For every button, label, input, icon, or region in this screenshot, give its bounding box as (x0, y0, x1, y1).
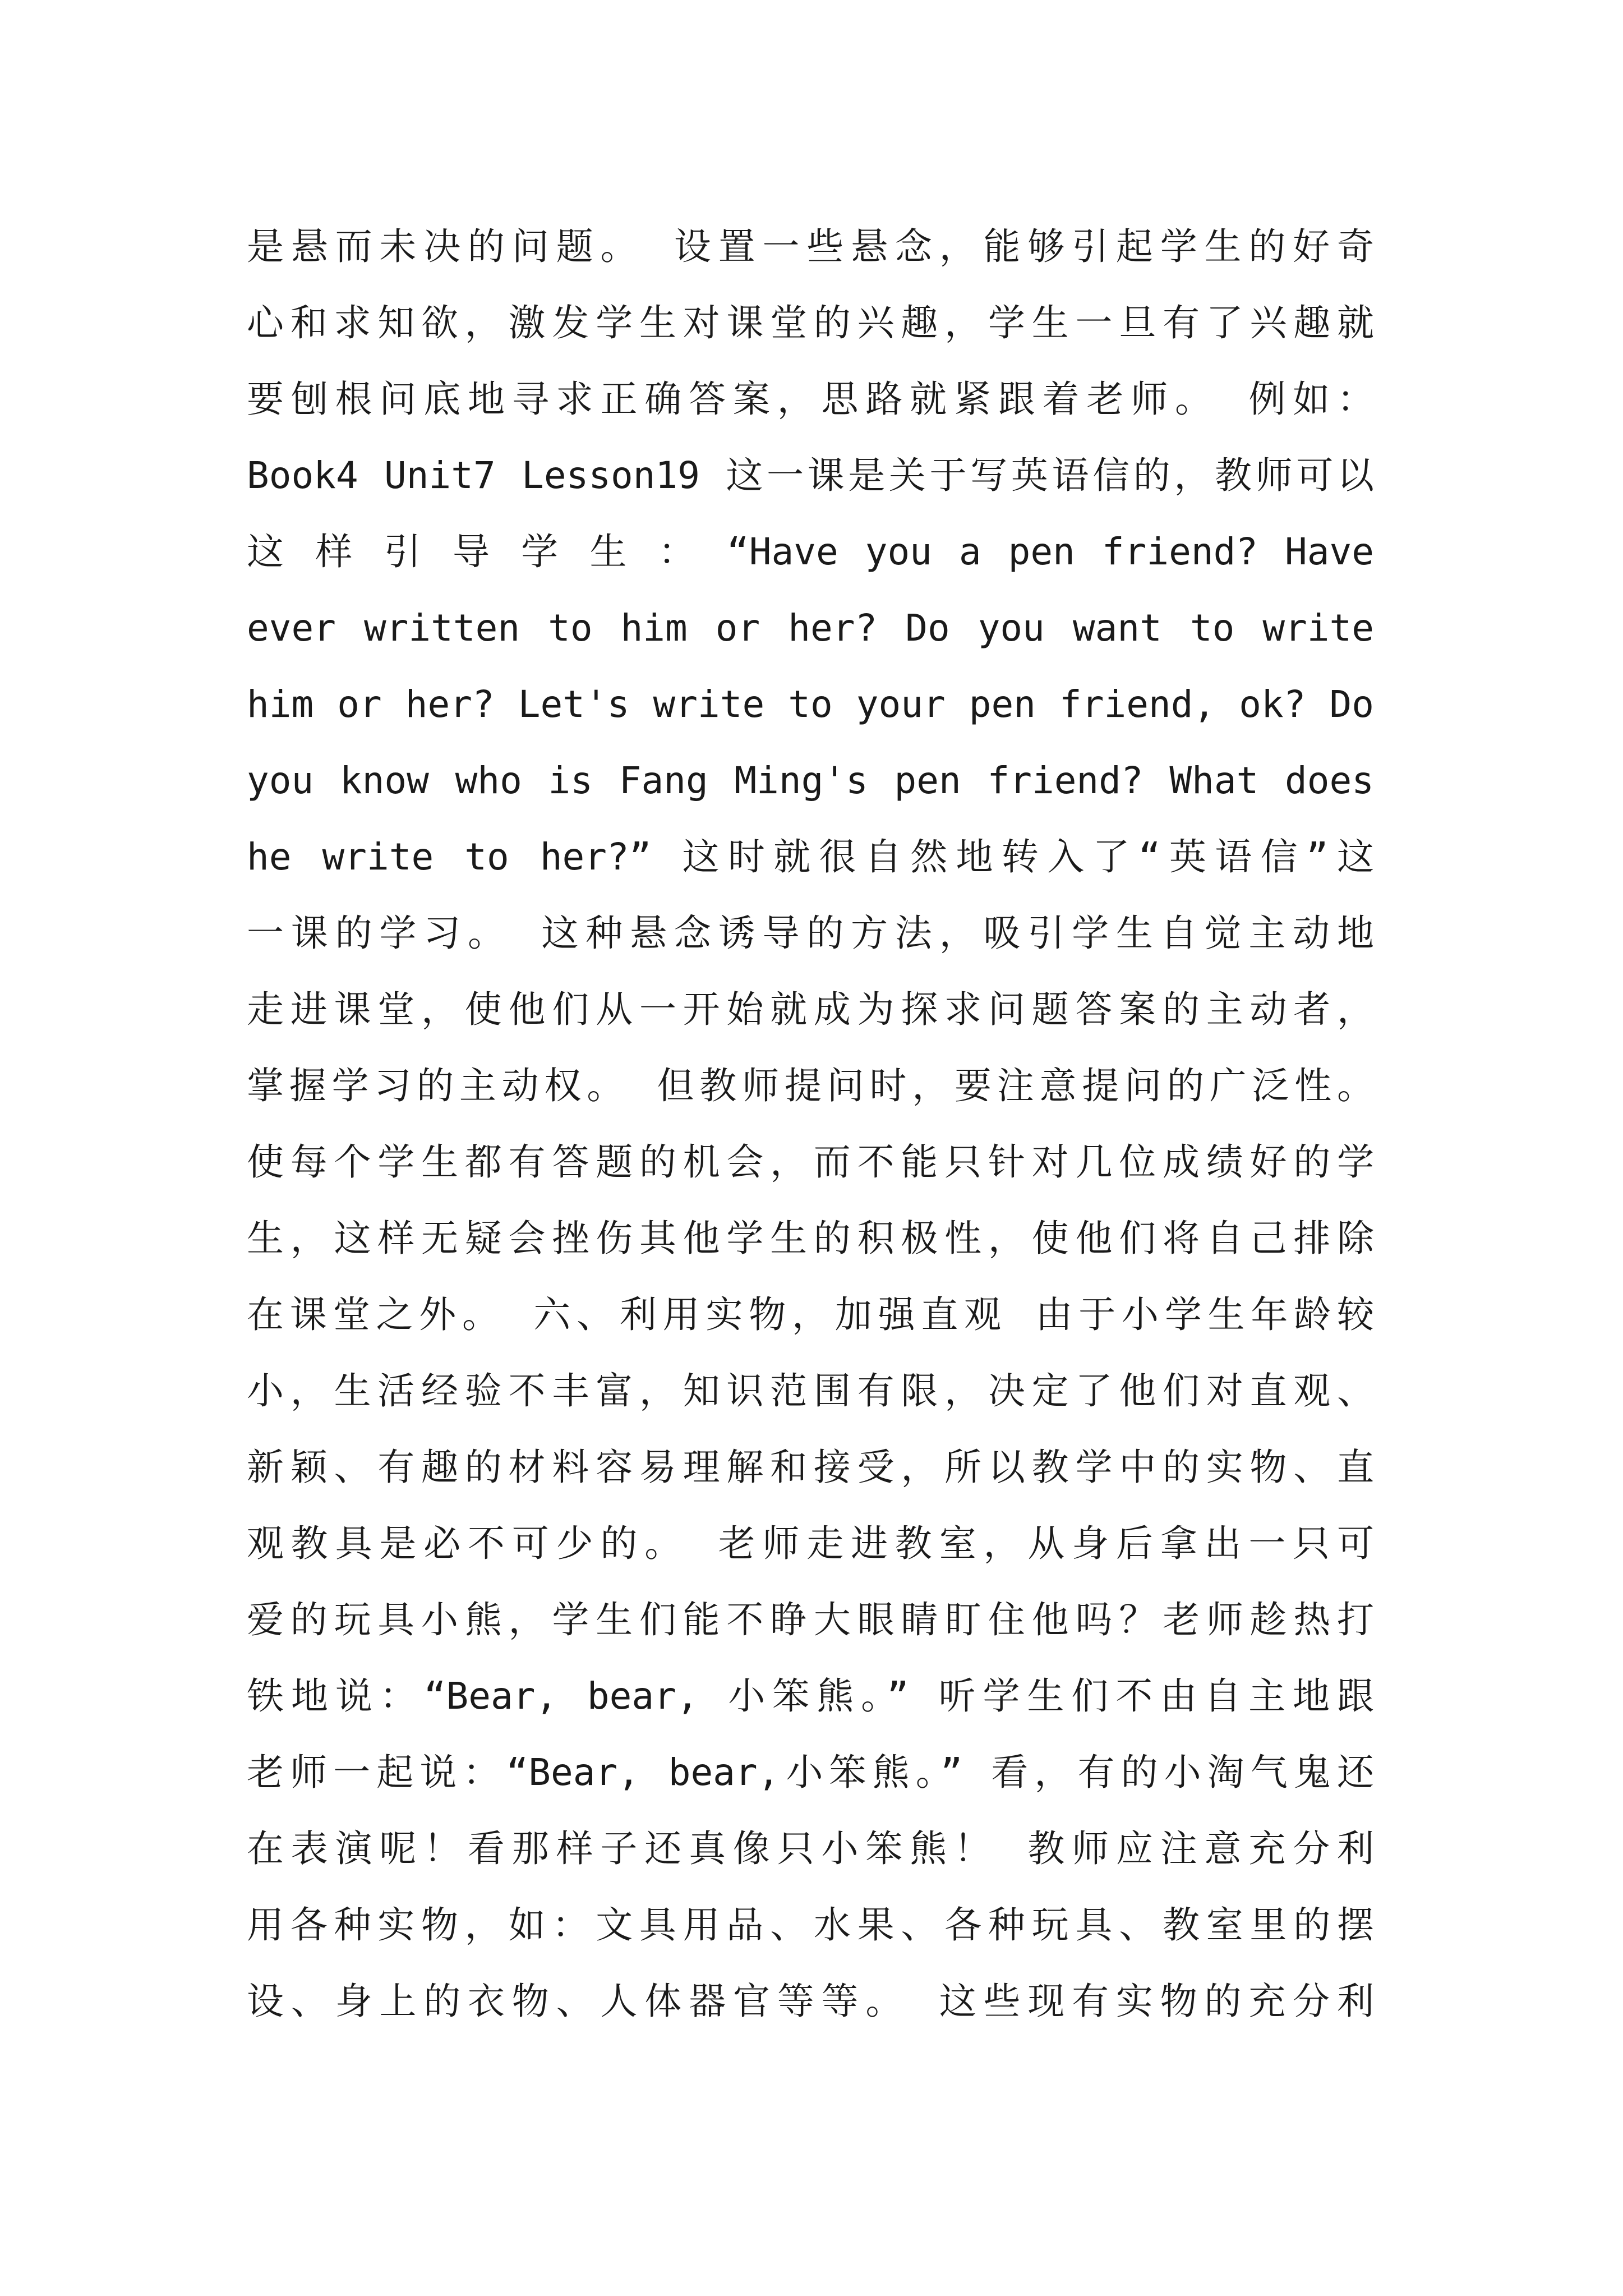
text-line: 爱的玩具小熊，学生们能不睁大眼睛盯住他吗？老师趁热打 (247, 1598, 1374, 1641)
text-line: 掌握学习的主动权。 但教师提问时，要注意提问的广泛性。 (247, 1064, 1374, 1107)
text-line: 心和求知欲，激发学生对课堂的兴趣，学生一旦有了兴趣就 (247, 301, 1374, 344)
text-line: 生，这样无疑会挫伤其他学生的积极性，使他们将自己排除 (247, 1217, 1374, 1260)
text-line: 一课的学习。 这种悬念诱导的方法，吸引学生自觉主动地 (247, 912, 1374, 955)
text-line: he write to her?” 这时就很自然地转入了“英语信”这 (247, 835, 1374, 878)
text-line: 小，生活经验不丰富，知识范围有限，决定了他们对直观、 (247, 1369, 1374, 1412)
text-line: 在课堂之外。 六、利用实物，加强直观 由于小学生年龄较 (247, 1293, 1374, 1336)
text-line: 走进课堂，使他们从一开始就成为探求问题答案的主动者， (247, 988, 1374, 1031)
text-line: 用各种实物，如：文具用品、水果、各种玩具、教室里的摆 (247, 1903, 1374, 1947)
text-line: 设、身上的衣物、人体器官等等。 这些现有实物的充分利 (247, 1980, 1374, 2023)
text-line: 老师一起说：“Bear, bear,小笨熊。” 看，有的小淘气鬼还 (247, 1751, 1374, 1794)
text-line: 新颖、有趣的材料容易理解和接受，所以教学中的实物、直 (247, 1446, 1374, 1489)
text-line: 要刨根问底地寻求正确答案，思路就紧跟着老师。 例如： (247, 378, 1374, 421)
text-line: 铁地说：“Bear, bear, 小笨熊。” 听学生们不由自主地跟 (247, 1674, 1374, 1718)
text-line: ever written to him or her? Do you want to write (247, 606, 1374, 650)
text-line: you know who is Fang Ming's pen friend? What does (247, 759, 1374, 802)
body-text (247, 209, 1374, 2040)
text-line: Book4 Unit7 Lesson19 这一课是关于写英语信的，教师可以 (247, 454, 1374, 497)
text-line: 是悬而未决的问题。 设置一些悬念，能够引起学生的好奇 (247, 225, 1374, 268)
text-line: him or her? Let's write to your pen friend, ok? Do (247, 683, 1374, 726)
text-line: 这 样 引 导 学 生 ： “Have you a pen friend? Have (247, 530, 1374, 573)
text-line: 观教具是必不可少的。 老师走进教室，从身后拿出一只可 (247, 1522, 1374, 1565)
text-line: 在表演呢！看那样子还真像只小笨熊！ 教师应注意充分利 (247, 1827, 1374, 1870)
text-line: 使每个学生都有答题的机会，而不能只针对几位成绩好的学 (247, 1140, 1374, 1184)
